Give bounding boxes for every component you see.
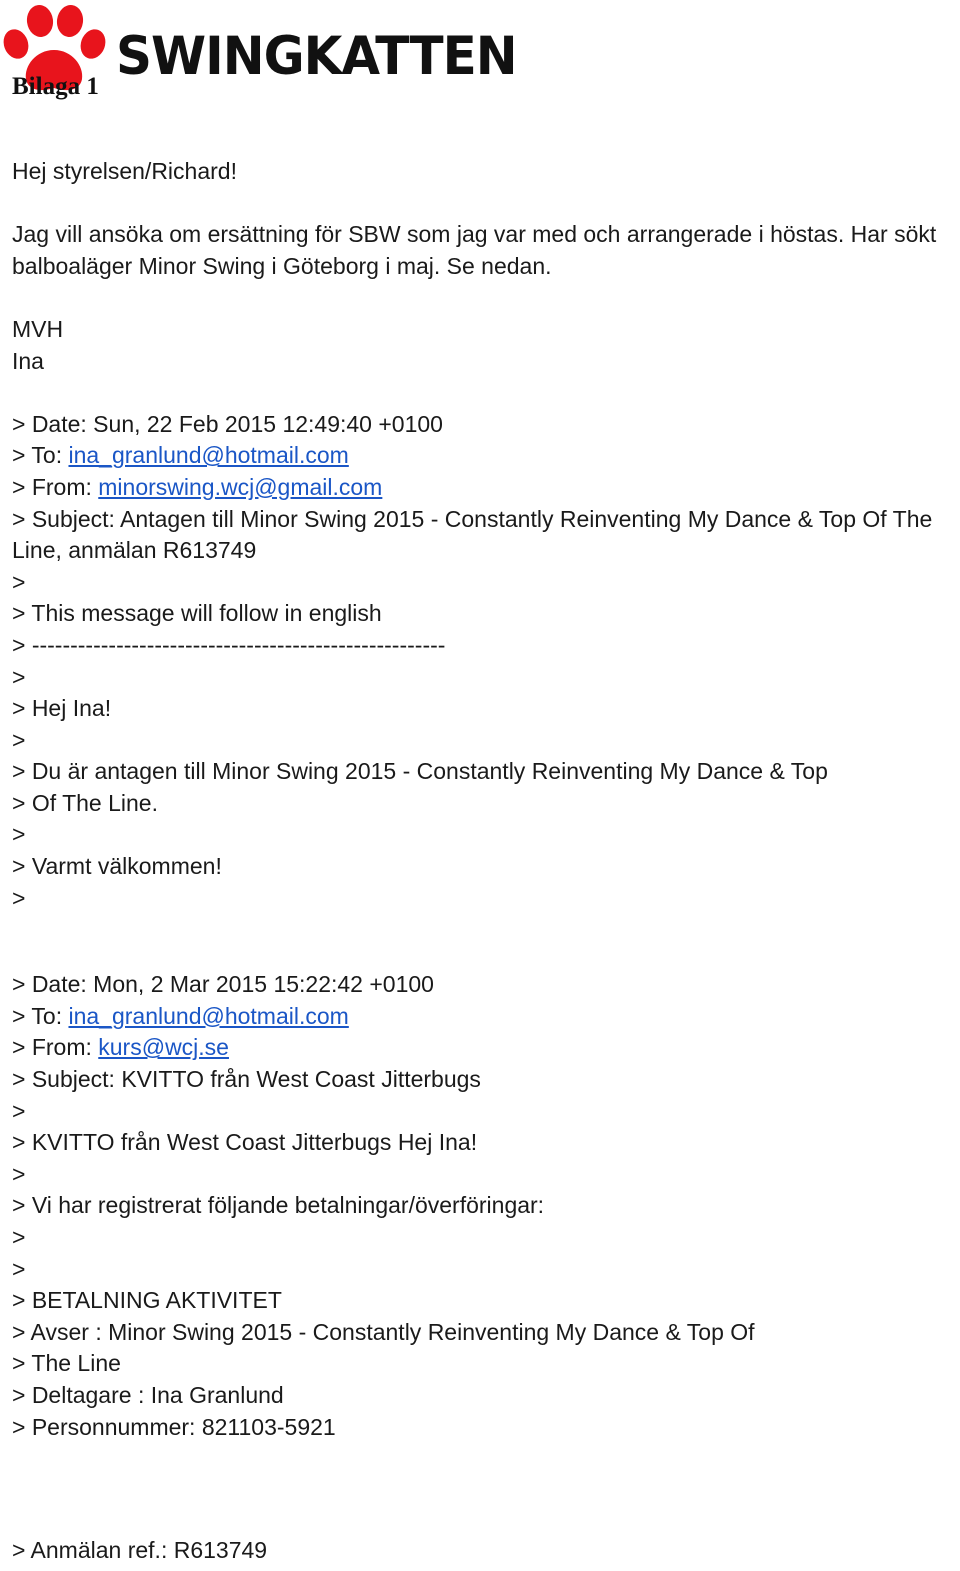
email1-to: > To: ina_granlund@hotmail.com (12, 442, 349, 469)
greeting: Hej styrelsen/Richard! (12, 158, 237, 184)
email2-payment: > BETALNING AKTIVITET (12, 1287, 282, 1314)
quote-marker: > (12, 1097, 26, 1124)
email2-to-link[interactable]: ina_granlund@hotmail.com (68, 1002, 349, 1029)
quote-marker: > (12, 1255, 26, 1282)
document-header (0, 0, 960, 110)
email2-subject: > Subject: KVITTO från West Coast Jitterbugs (12, 1066, 481, 1093)
quoted-email-1 (12, 409, 958, 915)
email1-from-link[interactable]: minorswing.wcj@gmail.com (98, 473, 383, 500)
email1-follow-note: > This message will follow in english (12, 600, 382, 627)
email1-hej: > Hej Ina! (12, 695, 112, 722)
email2-to: > To: ina_granlund@hotmail.com (12, 1002, 349, 1029)
email2-date: > Date: Mon, 2 Mar 2015 15:22:42 +0100 (12, 971, 434, 998)
email1-to-link[interactable]: ina_granlund@hotmail.com (68, 442, 349, 469)
email2-reference: > Anmälan ref.: R613749 (12, 1537, 268, 1564)
email1-subject: > Subject: Antagen till Minor Swing 2015 - Constantly Reinventing My Dance & Top Of The Line, anmälan R613749 (12, 505, 933, 564)
email1-accepted-line-1: > Du är antagen till Minor Swing 2015 - Constantly Reinventing My Dance & Top (12, 758, 828, 785)
quote-marker: > (12, 568, 26, 595)
email1-welcome: > Varmt välkommen! (12, 853, 222, 880)
email2-regarding-line-2: > The Line (12, 1350, 121, 1377)
email1-from: > From: minorswing.wcj@gmail.com (12, 473, 383, 500)
quote-marker: > (12, 1224, 26, 1250)
letter-body: Jag vill ansöka om ersättning för SBW som jag var med och arrangerade i höstas. Har sökt balboaläger Minor Swing i Göteborg i maj. Se nedan. (12, 221, 937, 279)
brand-logo-text: SWINGKATTEN (116, 25, 517, 87)
quoted-email-2 (12, 969, 958, 1567)
quote-marker: > (12, 726, 26, 753)
email2-receipt: > KVITTO från West Coast Jitterbugs Hej Ina! (12, 1129, 478, 1156)
email2-from-link[interactable]: kurs@wcj.se (98, 1034, 229, 1061)
quote-marker: > (12, 821, 26, 848)
quote-marker: > (12, 884, 26, 911)
sign-off: MVH (12, 315, 64, 342)
email1-date: > Date: Sun, 22 Feb 2015 12:49:40 +0100 (12, 410, 443, 437)
quote-marker: > (12, 1160, 26, 1187)
sender-name: Ina (12, 347, 44, 374)
email2-participant: > Deltagare : Ina Granlund (12, 1381, 284, 1408)
attachment-label: Bilaga 1 (12, 73, 99, 100)
email2-registered: > Vi har registrerat följande betalningar/överföringar: (12, 1192, 545, 1219)
email1-divider: > ------------------------------------------------------ (12, 631, 446, 658)
quote-marker: > (12, 663, 26, 690)
email2-from: > From: kurs@wcj.se (12, 1034, 229, 1061)
email1-accepted-line-2: > Of The Line. (12, 789, 158, 816)
letter-content (12, 156, 958, 1567)
email2-regarding-line-1: > Avser : Minor Swing 2015 - Constantly Reinventing My Dance & Top Of (12, 1318, 755, 1345)
email2-personal-number: > Personnummer: 821103-5921 (12, 1413, 336, 1440)
